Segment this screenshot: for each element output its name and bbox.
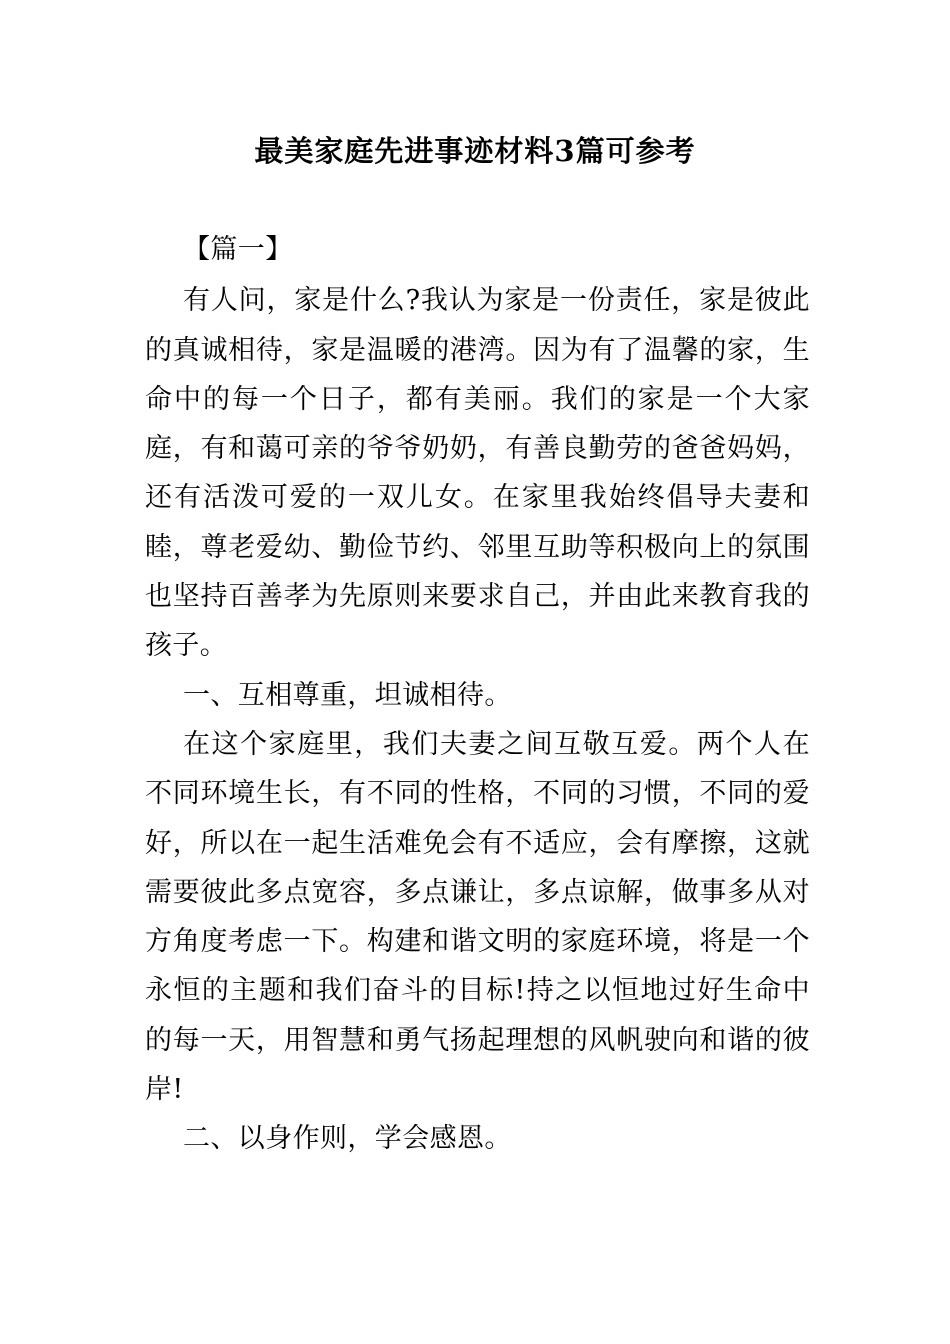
document-body [145,225,810,1164]
heading-lead-by-example: 二、以身作则，学会感恩。 [183,1123,512,1155]
heading-mutual-respect: 一、互相尊重，坦诚相待。 [183,679,512,711]
paragraph-intro: 有人问，家是什么?我认为家是一份责任，家是彼此的真诚相待，家是温暖的港湾。因为有了温馨的家，生命中的每一个日子，都有美丽。我们的家是一个大家庭，有和蔼可亲的爷爷奶奶，有善良勤劳的爸爸妈妈，还有活泼可爱的一双儿女。在家里我始终倡导夫妻和睦，尊老爱幼、勤俭节约、邻里互助等积极向上的氛围也坚持百善孝为先原则来要求自己，并由此来教育我的孩子。 [145,285,810,662]
document-title: 最美家庭先进事迹材料3篇可参考 [254,134,696,168]
paragraph-mutual-respect: 在这个家庭里，我们夫妻之间互敬互爱。两个人在不同环境生长，有不同的性格，不同的习惯，不同的爱好，所以在一起生活难免会有不适应，会有摩擦，这就需要彼此多点宽容，多点谦让，多点谅解，做事多从对方角度考虑一下。构建和谐文明的家庭环境，将是一个永恒的主题和我们奋斗的目标!持之以恒地过好生命中的每一天，用智慧和勇气扬起理想的风帆驶向和谐的彼岸! [145,728,810,1106]
section-label: 【篇一】 [183,234,293,265]
